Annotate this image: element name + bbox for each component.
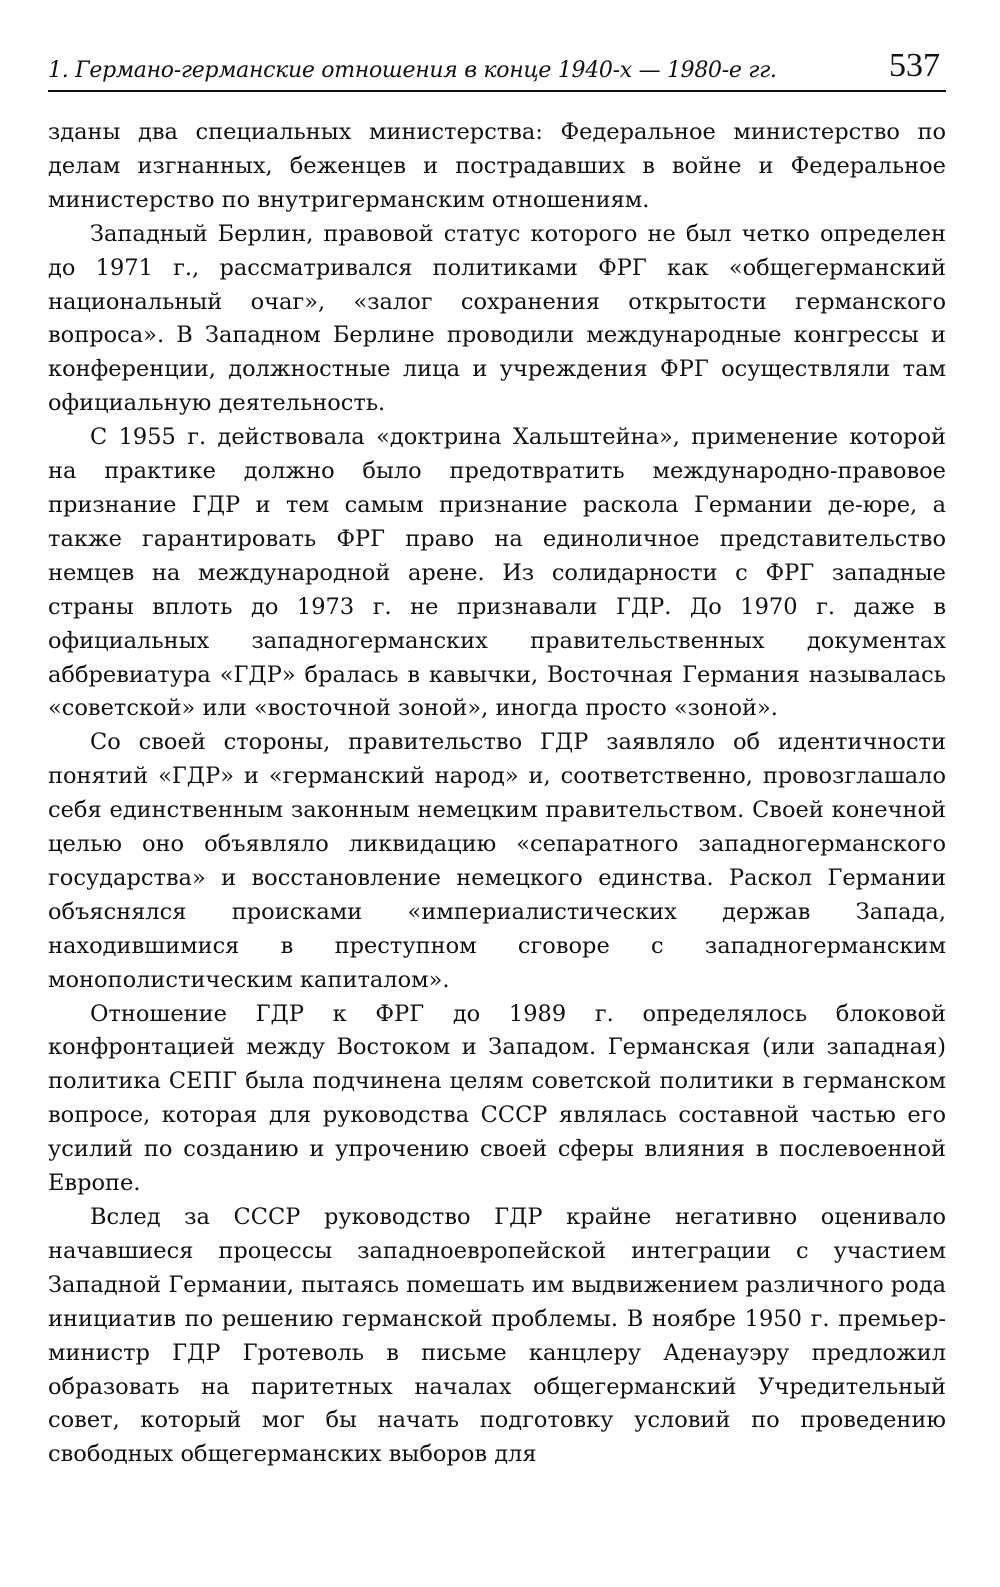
paragraph-hallstein-doctrine: С 1955 г. действовала «доктрина Хальштейна», применение которой на практике должно было предотвратить международно-правовое признание ГДР и тем самым признание раскола Германии де-юре, а также гарантировать ФРГ право на единоличное представительство немцев на международной арене. Из солидарности с ФРГ западные страны вплоть до 1973 г. не признавали ГДР. До 1970 г. даже в официальных западногерманских правительственных документах аббревиатура «ГДР» бралась в кавычки, Восточная Германия называлась «советской» или «восточной зоной», иногда просто «зоной».: [48, 424, 946, 722]
body-text: [48, 116, 946, 1472]
book-page: [48, 40, 946, 1472]
page-number: 537: [889, 47, 940, 84]
paragraph-continued: зданы два специальных министерства: Федеральное министерство по делам изгнанных, беженцев и пострадавших в войне и Федеральное министерство по внутригерманским отношениям.: [48, 119, 946, 213]
paragraph-bloc-confrontation: Отношение ГДР к ФРГ до 1989 г. определялось блоковой конфронтацией между Востоком и Западом. Германская (или западная) политика СЕПГ была подчинена целям советской политики в германском вопросе, которая для руководства СССР являлась составной частью его усилий по созданию и упрочению своей сферы влияния в послевоенной Европе.: [48, 1000, 946, 1197]
paragraph-west-berlin: Западный Берлин, правовой статус которого не был четко определен до 1971 г., рассматривался политиками ФРГ как «общегерманский национальный очаг», «залог сохранения открытости германского вопроса». В Западном Берлине проводили международные конгрессы и конференции, должностные лица и учреждения ФРГ осуществляли там официальную деятельность.: [48, 220, 946, 417]
paragraph-western-integration: Вслед за СССР руководство ГДР крайне негативно оценивало начавшиеся процессы западноевропейской интеграции с участием Западной Германии, пытаясь помешать им выдвижением различного рода инициатив по решению германской проблемы. В ноябре 1950 г. премьер-министр ГДР Гротеволь в письме канцлеру Аденауэру предложил образовать на паритетных началах общегерманский Учредительный совет, который мог бы начать подготовку условий по проведению свободных общегерманских выборов для: [48, 1204, 946, 1468]
paragraph-gdr-position: Со своей стороны, правительство ГДР заявляло об идентичности понятий «ГДР» и «германский народ» и, соответственно, провозглашало себя единственным законным немецким правительством. Своей конечной целью оно объявляло ликвидацию «сепаратного западногерманского государства» и восстановление немецкого единства. Раскол Германии объяснялся происками «империалистических держав Запада, находившимися в преступном сговоре с западногерманским монополистическим капиталом».: [48, 729, 946, 993]
running-title: 1. Германо-германские отношения в конце 1940-х — 1980-е гг.: [48, 58, 777, 83]
running-header: [48, 40, 946, 92]
